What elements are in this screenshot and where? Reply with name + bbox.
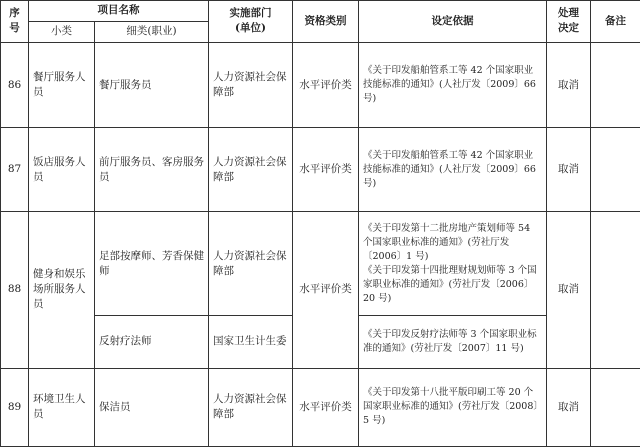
row-qual-type: 水平评价类 [293,42,359,128]
table-row [1,368,640,446]
row-seq: 86 [1,42,29,128]
row-basis: 《关于印发第十八批平版印刷工等 20 个国家职业标准的通知》(劳社厅发〔2008〕5 号) [359,368,547,446]
row-subcategory: 前厅服务员、客房服务员 [95,128,209,212]
header-basis: 设定依据 [359,1,547,43]
row-basis: 《关于印发反射疗法师等 3 个国家职业标准的通知》(劳社厅发〔2007〕11 号) [359,316,547,368]
row-qual-type: 水平评价类 [293,368,359,446]
row-dept: 人力资源社会保障部 [209,128,293,212]
row-seq: 87 [1,128,29,212]
header-dept: 实施部门 (单位) [209,1,293,43]
row-decision: 取消 [547,128,591,212]
row-decision: 取消 [547,368,591,446]
row-subcategory: 反射疗法师 [95,316,209,368]
row-category: 健身和娱乐场所服务人员 [29,211,95,368]
row-dept: 人力资源社会保障部 [209,211,293,315]
row-dept: 人力资源社会保障部 [209,368,293,446]
row-remark [591,128,640,212]
header-category: 小类 [29,21,95,42]
row-basis: 《关于印发船舶管系工等 42 个国家职业技能标准的通知》(人社厅发〔2009〕66 号) [359,42,547,128]
row-dept: 人力资源社会保障部 [209,42,293,128]
table-row [1,42,640,128]
row-decision: 取消 [547,42,591,128]
row-qual-type: 水平评价类 [293,128,359,212]
row-basis: 《关于印发船舶管系工等 42 个国家职业技能标准的通知》(人社厅发〔2009〕66 号) [359,128,547,212]
header-subcategory: 细类(职业) [95,21,209,42]
row-category: 环境卫生人员 [29,368,95,446]
header-project-name: 项目名称 [29,1,209,22]
header-qual-type: 资格类别 [293,1,359,43]
row-subcategory: 保洁员 [95,368,209,446]
row-category: 饭店服务人员 [29,128,95,212]
table-row [1,211,640,315]
row-category: 餐厅服务人员 [29,42,95,128]
row-qual-type: 水平评价类 [293,211,359,368]
row-subcategory: 餐厅服务员 [95,42,209,128]
row-seq: 89 [1,368,29,446]
row-remark [591,211,640,368]
row-remark [591,42,640,128]
header-decision: 处理 决定 [547,1,591,43]
row-decision: 取消 [547,211,591,368]
row-remark [591,368,640,446]
row-subcategory: 足部按摩师、芳香保健师 [95,211,209,315]
row-basis: 《关于印发第十二批房地产策划师等 54 个国家职业标准的通知》(劳社厅发〔2006〕1 号) 《关于印发第十四批理财规划师等 3 个国家职业标准的通知》(劳社厅发〔2006〕20 号) [359,211,547,315]
table-row [1,128,640,212]
header-seq: 序号 [1,1,29,43]
header-remark: 备注 [591,1,640,43]
row-seq: 88 [1,211,29,368]
row-dept: 国家卫生计生委 [209,316,293,368]
